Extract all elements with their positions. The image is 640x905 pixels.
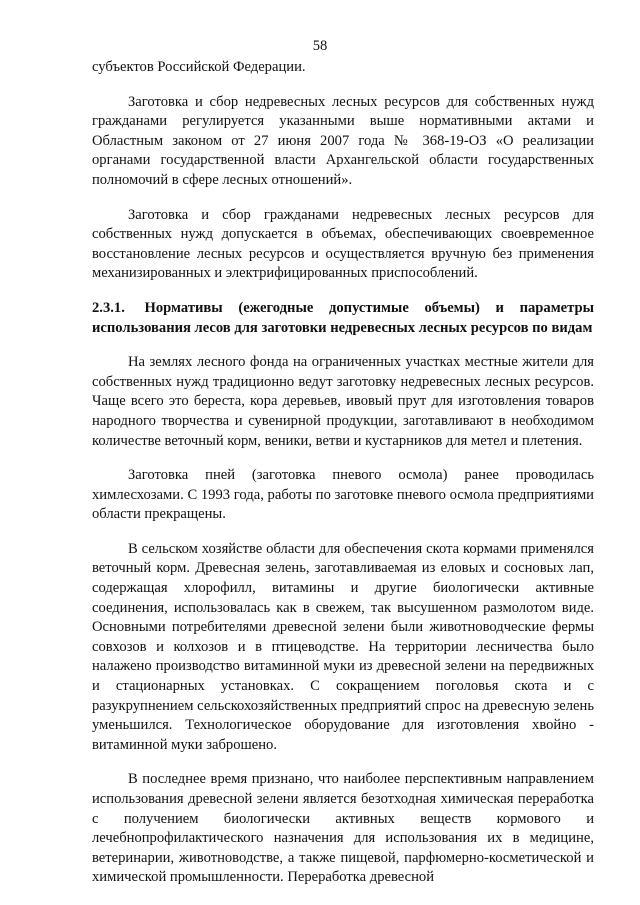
section-number: 2.3.1. [92,299,125,316]
paragraph: В сельском хозяйстве области для обеспечения скота кормами применялся веточный корм. Древесная зелень, заготавливаемая из еловых и сосновых лап, содержащая хлорофилл, витамины и другие биологически активные соединения, использовалась как в свежем, так высушенном размолотом виде. Основными потребителями древесной зелени были животноводческие фермы совхозов и колхозов и в птицеводстве. На территории лесничества было налажено производство витаминной муки из древесной зелени на передвижных и стационарных установках. С сокращением поголовья скота и с разукрупнением сельскохозяйственных предприятий спрос на древесную зелень уменьшился. Технологическое оборудование для изготовления хвойно - витаминной муки заброшено. [92,540,594,753]
paragraph: На землях лесного фонда на ограниченных участках местные жители для собственных нужд традиционно ведут заготовку недревесных лесных ресурсов. Чаще всего это береста, кора деревьев, ивовый прут для изготовления товаров народного творчества и сувенирной продукции, заготавливают в необходимом количестве веточный корм, веники, ветви и кустарников для метел и плетения. [92,354,594,449]
section-heading [92,299,594,338]
paragraph: Заготовка и сбор гражданами недревесных лесных ресурсов для собственных нужд допускается в объемах, обеспечивающих своевременное восстановление лесных ресурсов и осуществляется вручную без применения механизированных и электрифицированных приспособлений. [92,206,594,282]
paragraph-continuation: субъектов Российской Федерации. [92,59,306,75]
paragraph: Заготовка и сбор недревесных лесных ресурсов для собственных нужд гражданами регулируется указанными выше нормативными актами и Областным законом от 27 июня 2007 года № 368-19-ОЗ «О реализации органами государственной власти Архангельской области государственных полномочий в сфере лесных отношений». [92,93,594,188]
paragraph: Заготовка пней (заготовка пневого осмола) ранее проводилась химлесхозами. С 1993 года, работы по заготовке пневого осмола предприятиями области прекращены. [92,467,594,523]
section-title: Нормативы (ежегодные допустимые объемы) и параметры использования лесов для заготовки недревесных лесных ресурсов по видам [92,299,595,336]
paragraph: В последнее время признано, что наиболее перспективным направлением использования древесной зелени является безотходная химическая переработка с получением биологически активных веществ кормового и лечебнопрофилактического назначения для использования их в медицине, ветеринарии, животноводстве, а также пищевой, парфюмерно-косметической и химической промышленности. Переработка древесной [92,771,594,886]
page-number: 58 [312,38,328,54]
page-body [92,58,594,888]
